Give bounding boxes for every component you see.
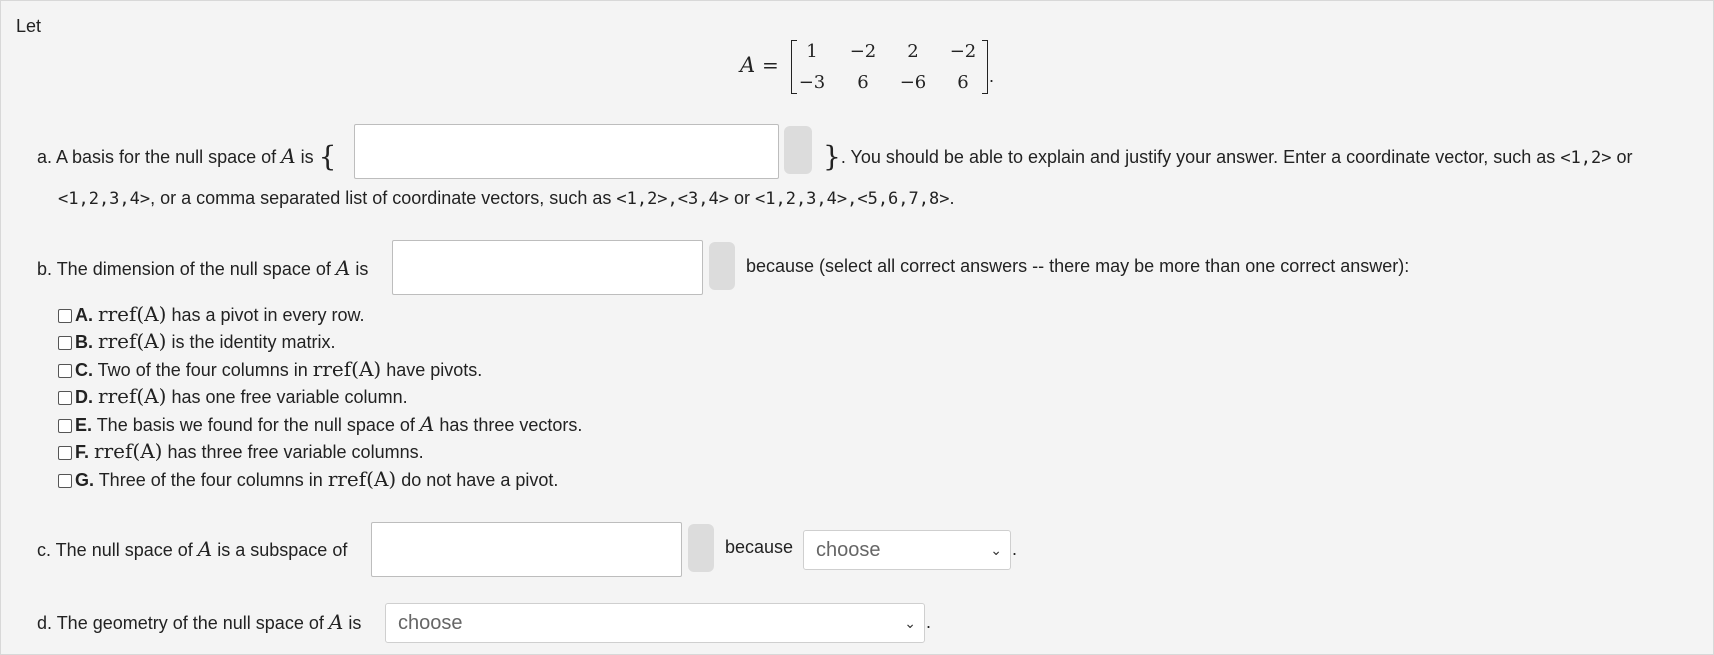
option-letter: E. — [75, 415, 93, 435]
option-text: do not have a pivot. — [396, 470, 559, 490]
option-b-checkbox[interactable] — [58, 336, 72, 350]
option-text: has a pivot in every row. — [166, 305, 365, 325]
part-a-mid: , or a comma separated list of coordinate vectors, such as — [150, 188, 612, 208]
part-c-because: because — [725, 537, 794, 557]
part-a-basis-input[interactable] — [354, 124, 779, 179]
part-a-example-1: <1,2> — [1560, 148, 1612, 168]
matrix-name: A — [740, 53, 756, 77]
matrix-period: . — [989, 66, 995, 86]
option-text: Two of the four columns in — [93, 360, 313, 380]
option-b[interactable] — [58, 329, 336, 353]
part-a-instructions-line2 — [58, 188, 954, 209]
option-math: rref(A) — [327, 467, 397, 491]
option-letter: B. — [75, 332, 93, 352]
part-d-geometry-select[interactable] — [385, 603, 925, 643]
matrix-cell: −6 — [899, 72, 927, 93]
part-c-select-value: choose — [816, 539, 881, 561]
matrix-cell: −2 — [949, 41, 977, 62]
part-a-after-brace: . You should be able to explain and justify your answer. Enter a coordinate vector, such as — [840, 147, 1556, 167]
option-e[interactable] — [58, 412, 582, 436]
matrix-cell: −3 — [798, 72, 826, 93]
part-b-label — [37, 256, 368, 280]
option-f[interactable] — [58, 439, 424, 463]
part-d-var: A — [328, 610, 344, 634]
part-c-prefix: c. The null space of — [37, 540, 193, 560]
part-a-end: . — [949, 188, 955, 208]
option-c-checkbox[interactable] — [58, 364, 72, 378]
option-d[interactable] — [58, 384, 408, 408]
part-c-status-indicator — [688, 524, 714, 572]
option-letter: G. — [75, 470, 95, 490]
option-text: The basis we found for the null space of — [92, 415, 420, 435]
option-letter: D. — [75, 387, 93, 407]
part-a-status-indicator — [784, 126, 812, 174]
part-d-is: is — [348, 613, 362, 633]
matrix-cell: 1 — [806, 41, 818, 62]
part-c-subspace-input[interactable] — [371, 522, 682, 577]
part-a-instructions — [823, 140, 1633, 173]
part-a-or-2: or — [733, 188, 750, 208]
part-b-dimension-input[interactable] — [392, 240, 703, 295]
matrix-cell: 6 — [857, 72, 869, 93]
part-b-is: is — [355, 259, 369, 279]
chevron-down-icon: ⌄ — [990, 542, 1002, 558]
option-f-checkbox[interactable] — [58, 446, 72, 460]
matrix-cell: 2 — [907, 41, 919, 62]
part-d-prefix: d. The geometry of the null space of — [37, 613, 324, 633]
matrix-right-bracket — [982, 40, 988, 94]
part-a-open-brace: { — [318, 140, 337, 173]
option-math: rref(A) — [98, 384, 167, 408]
part-a-label — [37, 140, 336, 173]
part-c-end: . — [1012, 539, 1018, 559]
option-g[interactable] — [58, 467, 558, 491]
part-a-var: A — [281, 144, 296, 168]
matrix-equals: = — [762, 53, 779, 77]
option-math: rref(A) — [312, 357, 382, 381]
part-b-status-indicator — [709, 242, 735, 290]
matrix-cell: 6 — [957, 72, 969, 93]
option-text: has three free variable columns. — [162, 442, 424, 462]
chevron-down-icon: ⌄ — [904, 615, 916, 631]
option-letter: A. — [75, 305, 93, 325]
option-math: A — [419, 412, 435, 436]
part-a-close-brace: } — [823, 140, 841, 173]
option-text: has one free variable column. — [166, 387, 408, 407]
option-c[interactable] — [58, 357, 482, 381]
option-text: is the identity matrix. — [166, 332, 336, 352]
option-text: have pivots. — [381, 360, 483, 380]
part-b-because: because (select all correct answers -- there may be more than one correct answer): — [746, 256, 1410, 276]
part-c-var: A — [197, 537, 213, 561]
part-d-label — [37, 610, 361, 634]
option-text: has three vectors. — [434, 415, 583, 435]
part-c-label — [37, 537, 347, 561]
part-a-example-4: <1,2,3,4>,<5,6,7,8> — [755, 189, 950, 209]
option-math: rref(A) — [98, 329, 167, 353]
option-e-checkbox[interactable] — [58, 419, 72, 433]
matrix-cell: −2 — [849, 41, 877, 62]
part-b-prefix: b. The dimension of the null space of — [37, 259, 331, 279]
option-math: rref(A) — [98, 302, 167, 326]
part-d-select-value: choose — [398, 612, 463, 634]
part-a-is: is — [300, 147, 314, 167]
part-a-prefix: a. A basis for the null space of — [37, 147, 277, 167]
option-a[interactable] — [58, 302, 365, 326]
option-a-checkbox[interactable] — [58, 309, 72, 323]
option-g-checkbox[interactable] — [58, 474, 72, 488]
part-d-end: . — [926, 612, 932, 632]
part-c-suffix: is a subspace of — [217, 540, 348, 560]
part-b-var: A — [335, 256, 351, 280]
option-letter: C. — [75, 360, 93, 380]
option-text: Three of the four columns in — [94, 470, 328, 490]
option-d-checkbox[interactable] — [58, 391, 72, 405]
intro-text: Let — [16, 16, 42, 36]
part-a-example-2: <1,2,3,4> — [58, 189, 151, 209]
option-math: rref(A) — [94, 439, 163, 463]
part-a-example-3: <1,2>,<3,4> — [616, 189, 729, 209]
option-letter: F. — [75, 442, 90, 462]
part-a-or-1: or — [1616, 147, 1633, 167]
part-c-reason-select[interactable] — [803, 530, 1011, 570]
